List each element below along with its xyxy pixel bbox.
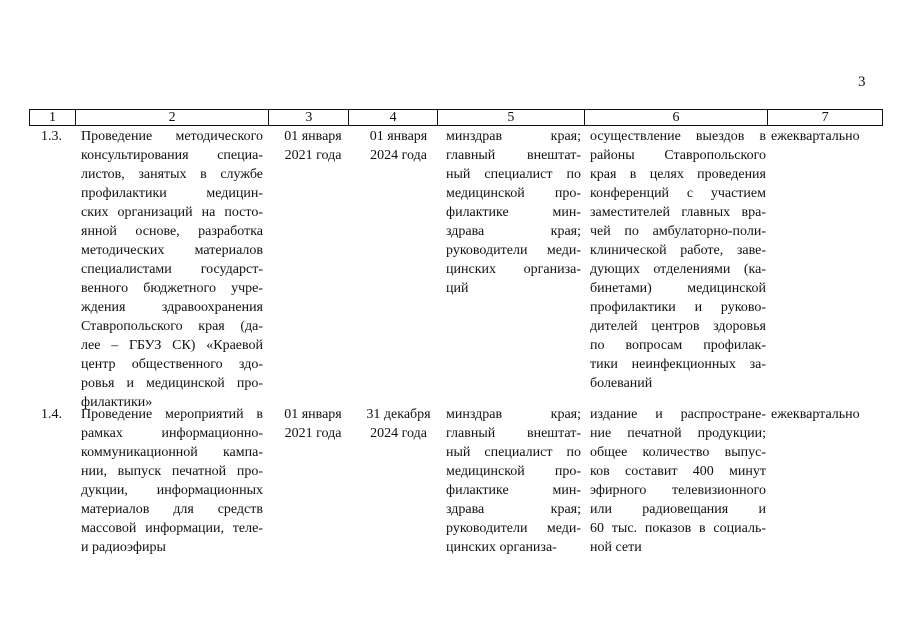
text-line: руководители меди- [446, 521, 581, 536]
text-line: конференций с участием [590, 186, 766, 201]
text-line: ный специалист по [446, 445, 581, 460]
row-number: 1.3. [41, 129, 62, 144]
activity-description [81, 127, 263, 412]
header-col-6: 6 [584, 110, 768, 125]
header-col-5: 5 [437, 110, 584, 125]
text-line: консультирования специа- [81, 148, 263, 163]
end-date [354, 405, 443, 443]
table-header [29, 109, 883, 126]
text-line: ние печатной продукции; [590, 426, 766, 441]
text-line: Ставропольского края (да- [81, 319, 263, 334]
header-col-3: 3 [268, 110, 348, 125]
text-line: по вопросам профилак- [590, 338, 766, 353]
header-col-2: 2 [75, 110, 269, 125]
text-line: 60 тыс. показов в социаль- [590, 521, 766, 536]
text-line: Проведение методического [81, 129, 263, 144]
text-line: клинической работе, заве- [590, 243, 766, 258]
text-line: заместителей главных вра- [590, 205, 766, 220]
text-line: дителей центров здоровья [590, 319, 766, 334]
text-line: ков составит 400 минут [590, 464, 766, 479]
text-line: профилактики медицин- [81, 186, 263, 201]
text-line: профилактики и руково- [590, 300, 766, 315]
text-line: 01 января [369, 129, 428, 144]
text-line: цинских организа- [446, 262, 581, 277]
text-line: медицинской про- [446, 186, 581, 201]
text-line: осуществление выездов в [590, 129, 766, 144]
text-line: ций [446, 281, 469, 296]
responsible-parties [446, 405, 581, 557]
text-line: материалов для средств [81, 502, 263, 517]
text-line: специалистами государст- [81, 262, 263, 277]
header-col-7: 7 [767, 110, 882, 125]
text-line: ный специалист по [446, 167, 581, 182]
periodicity: ежеквартально [771, 129, 860, 144]
text-line: 01 января [284, 407, 342, 422]
text-line: массовой информации, теле- [81, 521, 263, 536]
text-line: лее – ГБУЗ СК) «Краевой [81, 338, 263, 353]
text-line: филактики» [81, 395, 153, 410]
text-line: ровья и медицинской про- [81, 376, 263, 391]
text-line: 2024 года [370, 148, 427, 163]
text-line: коммуникационной кампа- [81, 445, 263, 460]
header-col-4: 4 [348, 110, 437, 125]
activity-description [81, 405, 263, 557]
start-date [274, 405, 352, 443]
periodicity: ежеквартально [771, 407, 860, 422]
text-line: филактике мин- [446, 483, 581, 498]
text-line: минздрав края; [446, 407, 581, 422]
text-line: Проведение мероприятий в [81, 407, 263, 422]
text-line: венного бюджетного учре- [81, 281, 263, 296]
text-line: цинских организа- [446, 540, 557, 555]
expected-result [590, 405, 766, 557]
text-line: 2024 года [370, 426, 427, 441]
text-line: ских организаций на посто- [81, 205, 263, 220]
expected-result [590, 127, 766, 393]
page-number: 3 [858, 74, 866, 90]
text-line: рамках информационно- [81, 426, 263, 441]
text-line: янной основе, разработка [81, 224, 263, 239]
text-line: и радиоэфиры [81, 540, 166, 555]
text-line: филактике мин- [446, 205, 581, 220]
text-line: районы Ставропольского [590, 148, 766, 163]
text-line: бинетами) медицинской [590, 281, 766, 296]
text-line: ждения здравоохранения [81, 300, 263, 315]
text-line: края в целях проведения [590, 167, 766, 182]
text-line: здрава края; [446, 224, 581, 239]
text-line: ной сети [590, 540, 642, 555]
text-line: здрава края; [446, 502, 581, 517]
text-line: руководители меди- [446, 243, 581, 258]
text-line: чей по амбулаторно-поли- [590, 224, 766, 239]
text-line: 2021 года [284, 148, 342, 163]
text-line: листов, занятых в службе [81, 167, 263, 182]
text-line: дующих отделениями (ка- [590, 262, 766, 277]
text-line: главный внештат- [446, 148, 581, 163]
text-line: тики неинфекционных за- [590, 357, 766, 372]
text-line: 2021 года [284, 426, 342, 441]
text-line: центр общественного здо- [81, 357, 263, 372]
text-line: 31 декабря [366, 407, 431, 422]
text-line: главный внештат- [446, 426, 581, 441]
text-line: дукции, информационных [81, 483, 263, 498]
end-date [354, 127, 443, 165]
text-line: общее количество выпус- [590, 445, 766, 460]
text-line: или радиовещания и [590, 502, 766, 517]
text-line: медицинской про- [446, 464, 581, 479]
text-line: издание и распростране- [590, 407, 766, 422]
text-line: методических материалов [81, 243, 263, 258]
text-line: 01 января [284, 129, 342, 144]
text-line: нии, выпуск печатной про- [81, 464, 263, 479]
responsible-parties [446, 127, 581, 298]
header-col-1: 1 [48, 110, 56, 125]
row-number: 1.4. [41, 407, 62, 422]
start-date [274, 127, 352, 165]
text-line: эфирного телевизионного [590, 483, 766, 498]
text-line: минздрав края; [446, 129, 581, 144]
text-line: болеваний [590, 376, 653, 391]
